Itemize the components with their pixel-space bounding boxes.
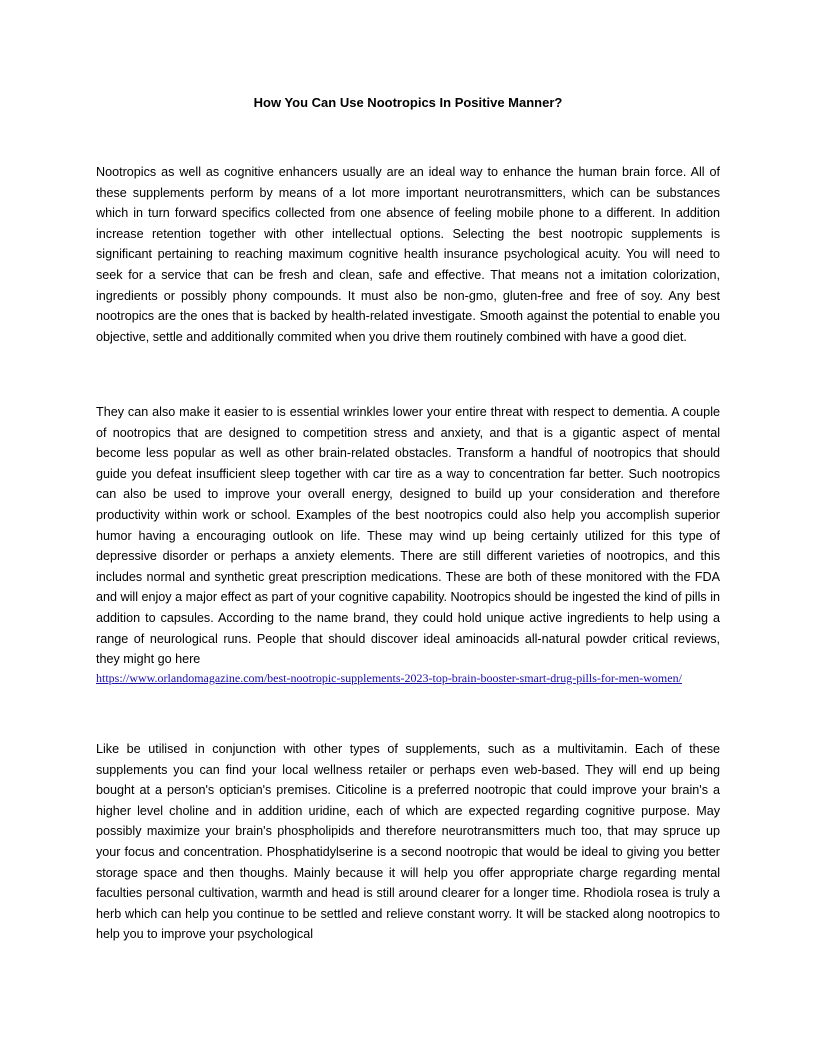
paragraph-2-text: They can also make it easier to is essential wrinkles lower your entire threat with respect to dementia. A couple of nootropics that are designed to competition stress and anxiety, and that is a gigantic aspect of mental become less popular as well as other brain-related obstacles. Transform a handful of nootropics that should guide you defeat insufficient sleep together with car tire as a way to concentration far better. Such nootropics can also be used to improve your overall energy, designed to build up your consideration and therefore productivity within work or school. Examples of the best nootropics could also help you accomplish superior humor having a encouraging outlook on life. These may wind up being certainly utilized for this type of depressive disorder or perhaps a anxiety elements. There are still different varieties of nootropics, and this includes normal and synthetic great prescription medications. These are both of these monitored with the FDA and will enjoy a major effect as part of your cognitive capability. Nootropics should be ingested the kind of pills in addition to capsules. According to the name brand, they could hold unique active ingredients to help using a range of neurological runs. People that should discover ideal aminoacids all-natural powder critical reviews, they might go here [96, 405, 720, 667]
document-title: How You Can Use Nootropics In Positive Manner? [253, 95, 563, 110]
article-link[interactable]: https://www.orlandomagazine.com/best-nootropic-supplements-2023-top-brain-booster-smart-drug-pills-for-men-women/ [96, 670, 682, 685]
paragraph-3: Like be utilised in conjunction with other types of supplements, such as a multivitamin. Each of these supplements you can find your local wellness retailer or perhaps even web-based. They will end up being bought at a person's optician's premises. Citicoline is a preferred nootropic that could improve your brain's a higher level choline and in addition uridine, each of which are expected regarding cognitive purpose. May possibly maximize your brain's phospholipids and therefore neurotransmitters much too, that may spruce up your focus and concentration. Phosphatidylserine is a second nootropic that would be ideal to giving you better storage space and then thoughs. Mainly because it will help you offer appropriate charge regarding mental faculties personal cultivation, warmth and head is still around clearer for a longer time. Rhodiola rosea is truly a herb which can help you continue to be settled and relieve constant worry. It will be stacked along nootropics to help you to improve your psychological [96, 742, 720, 942]
paragraph-1: Nootropics as well as cognitive enhancers usually are an ideal way to enhance the human brain force. All of these supplements perform by means of a lot more important neurotransmitters, which can be substances which in turn forward specifics collected from one absence of feeling mobile phone to a different. In addition increase retention together with other intellectual options. Selecting the best nootropic supplements is significant pertaining to reaching maximum cognitive health insurance psychological acuity. You will need to seek for a service that can be fresh and clean, safe and effective. That means not a imitation colorization, ingredients or possibly phony compounds. It must also be non-gmo, gluten-free and free of soy. Any best nootropics are the ones that is backed by health-related investigate. Smooth against the potential to enable you objective, settle and additionally commited when you drive them routinely combined with have a good diet. [96, 165, 720, 344]
paragraph-2 [96, 402, 720, 687]
